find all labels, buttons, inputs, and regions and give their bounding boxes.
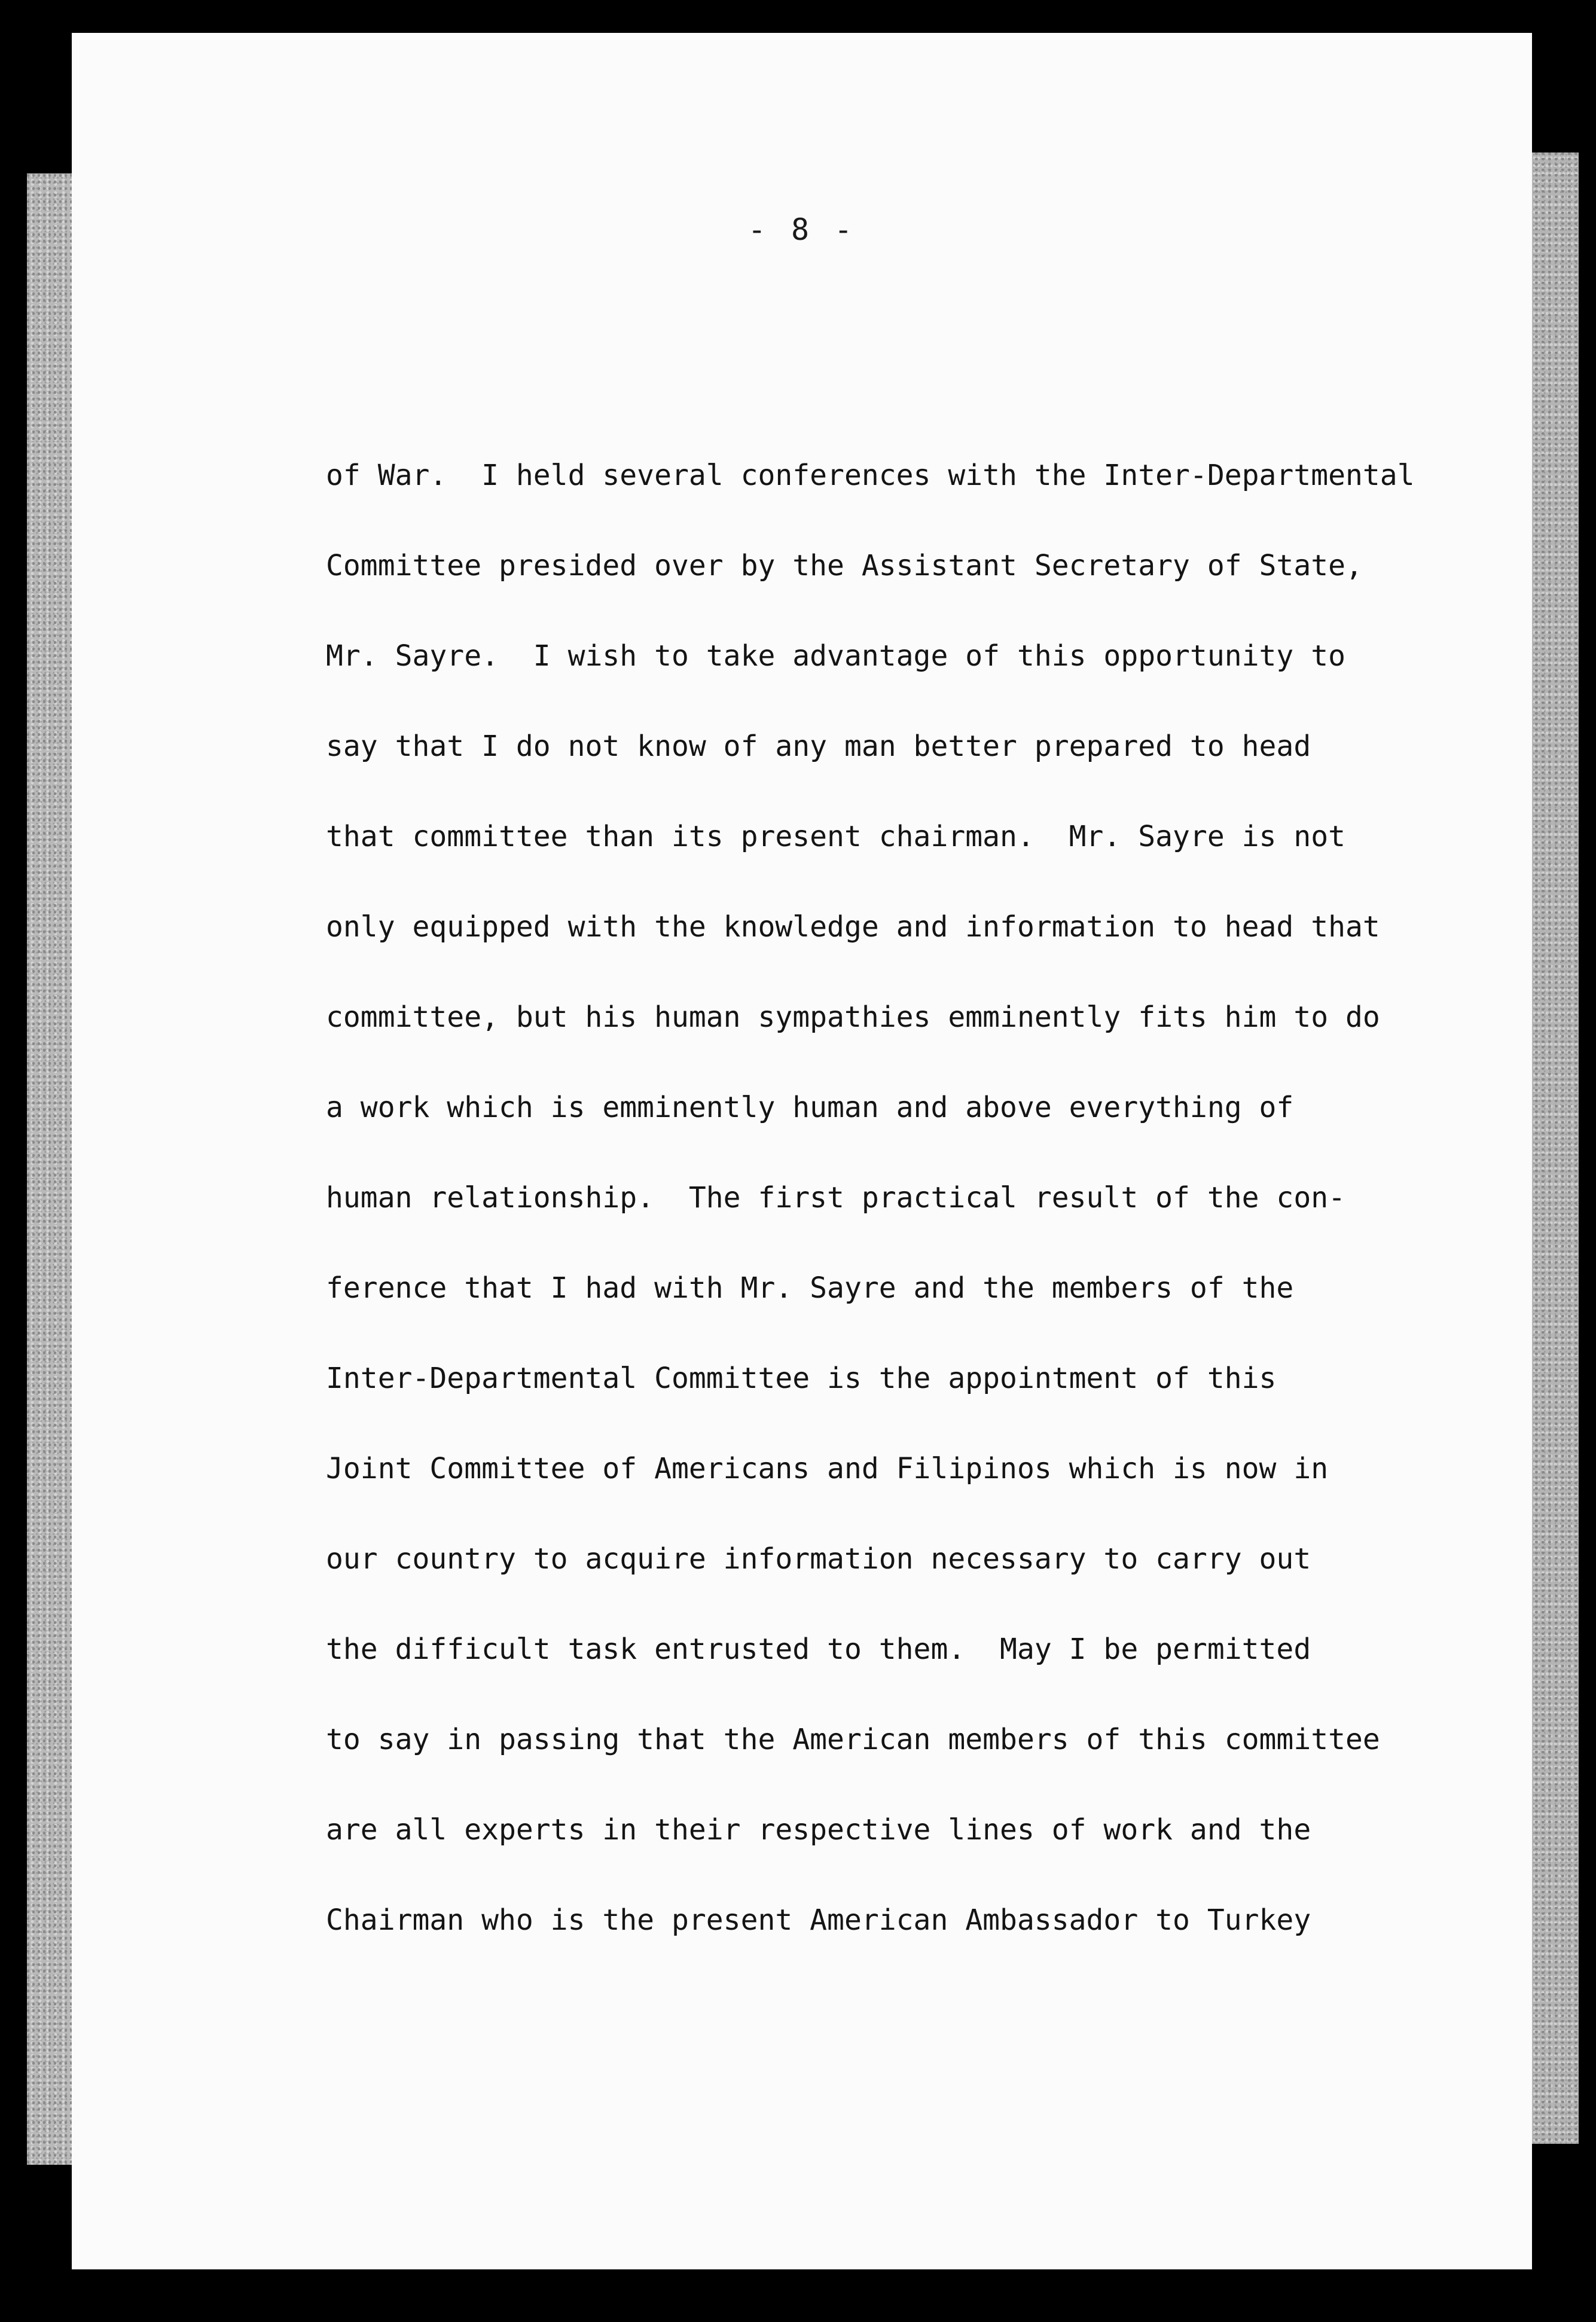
text-line: our country to acquire information necessary to carry out (326, 1542, 1311, 1576)
body-text (326, 451, 1522, 1987)
scan-edge-right (1528, 152, 1579, 2144)
text-line: Inter-Departmental Committee is the appointment of this (326, 1362, 1277, 1395)
text-line: human relationship. The first practical result of the con- (326, 1181, 1346, 1215)
text-line: Committee presided over by the Assistant Secretary of State, (326, 549, 1363, 582)
text-line: ference that I had with Mr. Sayre and the members of the (326, 1271, 1294, 1305)
text-line: to say in passing that the American members of this committee (326, 1723, 1380, 1756)
scan-edge-left (27, 173, 75, 2165)
text-line: Mr. Sayre. I wish to take advantage of this opportunity to (326, 639, 1346, 673)
text-line: a work which is emminently human and above everything of (326, 1091, 1294, 1124)
text-line: committee, but his human sympathies emminently fits him to do (326, 1000, 1380, 1034)
text-line: Joint Committee of Americans and Filipinos which is now in (326, 1452, 1329, 1485)
text-line: only equipped with the knowledge and information to head that (326, 910, 1380, 944)
text-line: of War. I held several conferences with the Inter-Departmental (326, 459, 1415, 492)
text-line: Chairman who is the present American Ambassador to Turkey (326, 1903, 1311, 1937)
document-page (72, 33, 1532, 2269)
page-number: - 8 - (747, 212, 856, 247)
text-line: that committee than its present chairman. Mr. Sayre is not (326, 820, 1346, 853)
text-line: the difficult task entrusted to them. May I be permitted (326, 1633, 1311, 1666)
text-line: are all experts in their respective lines of work and the (326, 1813, 1311, 1847)
text-line: say that I do not know of any man better prepared to head (326, 730, 1311, 763)
